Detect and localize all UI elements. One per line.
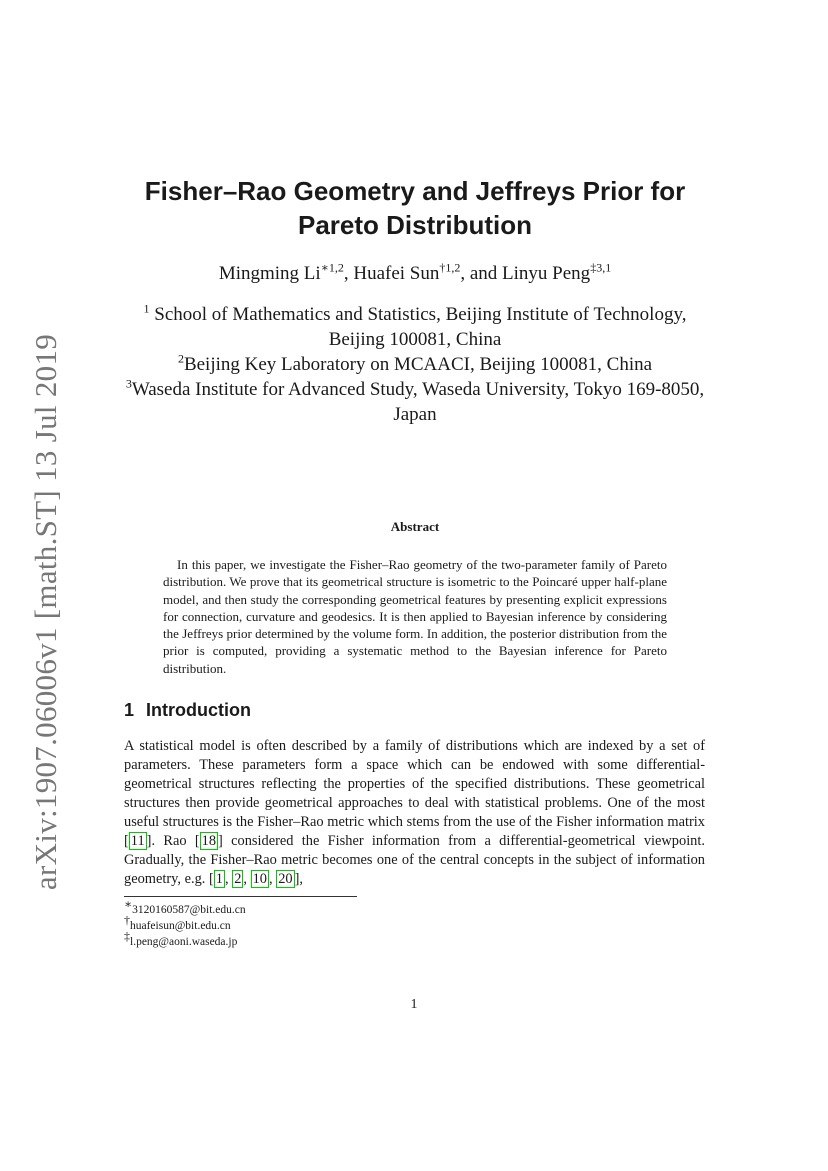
footnote-email[interactable]: l.peng@aoni.waseda.jp — [130, 936, 238, 948]
section-number: 1 — [124, 700, 135, 720]
affiliation — [125, 352, 705, 377]
affiliation-mark: 1 — [143, 301, 150, 316]
citation-link[interactable]: 18 — [201, 833, 217, 849]
body-text: considered the Fisher information from a differential-geometrical viewpoint. Gradually, the Fisher–Rao metric becomes one of the central concepts in the subject of information geometry, e.g. — [124, 833, 705, 887]
author-name: Linyu Peng — [502, 263, 591, 284]
author-mark: †1,2 — [439, 260, 461, 275]
intro-paragraph: A statistical model is often described by a family of distributions which are indexed by a set of parameters. These parameters form a space which can be endowed with some differential-geometrical structures reflecting the properties of the specified distributions. These geometrical structures then provide geometrical approaches to deal with statistical problems. One of the most useful structures is the Fisher–Rao metric which stems from the use of the Fisher information matrix [ 11 ]. Rao [ 18 ] considered the Fisher information from a differential-geometrical viewpoint. Gradually, the Fisher–Rao metric becomes one of the central concepts in the subject of information geometry, e.g. [ 1 , 2 , 10 , 20 ], — [124, 738, 705, 887]
footnote-mark: † — [124, 913, 130, 928]
affiliation-text: Waseda Institute for Advanced Study, Waseda University, Tokyo 169-8050, Japan — [131, 379, 705, 425]
affiliation — [125, 302, 705, 352]
affiliation-list — [125, 302, 705, 427]
paper-title — [110, 174, 720, 242]
footnote-email[interactable]: huafeisun@bit.edu.cn — [130, 920, 231, 932]
citation-link[interactable]: 1 — [215, 871, 223, 887]
arxiv-stamp — [0, 0, 70, 1171]
section-title: Introduction — [146, 700, 251, 720]
affiliation-mark: 2 — [177, 351, 184, 366]
abstract-heading: Abstract — [390, 519, 440, 534]
affiliation-mark: 3 — [125, 376, 132, 391]
author-mark: ‡3,1 — [590, 260, 612, 275]
affiliation-text: Beijing Key Laboratory on MCAACI, Beijing 100081, China — [183, 354, 653, 375]
section-heading — [124, 700, 251, 721]
citation-link[interactable]: 2 — [234, 871, 242, 887]
author-name: Mingming Li — [218, 263, 321, 284]
citation-link[interactable]: 20 — [278, 871, 293, 887]
author-name: Huafei Sun — [353, 263, 440, 284]
arxiv-identifier[interactable]: arXiv:1907.06006v1 [math.ST] 13 Jul 2019 — [28, 333, 63, 891]
affiliation — [125, 377, 705, 427]
citation-link[interactable]: 11 — [130, 833, 145, 849]
footnote-email[interactable]: 3120160587@bit.edu.cn — [132, 904, 246, 916]
citation-link[interactable]: 10 — [252, 871, 267, 887]
body-text: A statistical model is often described by a family of distributions which are indexed by a set of parameters. These parameters form a space which can be endowed with some differential-geometrical structures reflecting the properties of the specified distributions. These geometrical structures then provide geometrical approaches to deal with statistical problems. One of the most useful structures is the Fisher–Rao metric which stems from the use of the Fisher information matrix — [124, 738, 705, 830]
footnote-mark: ‡ — [124, 929, 130, 944]
author-mark: ∗1,2 — [320, 260, 344, 275]
title-line-2: Pareto Distribution — [297, 210, 532, 240]
affiliation-text: School of Mathematics and Statistics, Beijing Institute of Technology, Beijing 100081, China — [149, 304, 687, 350]
footnote — [124, 897, 246, 918]
title-line-1: Fisher–Rao Geometry and Jeffreys Prior for — [144, 176, 686, 206]
body-text: , — [299, 871, 303, 887]
footnote-mark: ∗ — [124, 897, 133, 912]
abstract-body: In this paper, we investigate the Fisher–Rao geometry of the two-parameter family of Pareto distribution. We prove that its geometrical structure is isometric to the Poincaré upper half-plane model, and then study the corresponding geometrical features by presenting explicit expressions for connection, curvature and geodesics. It is then applied to Bayesian inference by considering the Jeffreys prior determined by the volume form. In addition, the posterior distribution from the prior is computed, providing a systematic method to the Bayesian inference for Pareto distribution. — [163, 557, 667, 676]
footnote — [124, 913, 246, 934]
footnote — [124, 929, 246, 950]
body-text: . Rao — [151, 833, 195, 849]
author-separator: , — [343, 263, 354, 284]
footnote-list — [124, 897, 246, 950]
page-number: 1 — [410, 997, 418, 1012]
author-list — [110, 261, 720, 287]
author-separator: , and — [460, 263, 503, 284]
footnote-rule — [124, 896, 357, 897]
